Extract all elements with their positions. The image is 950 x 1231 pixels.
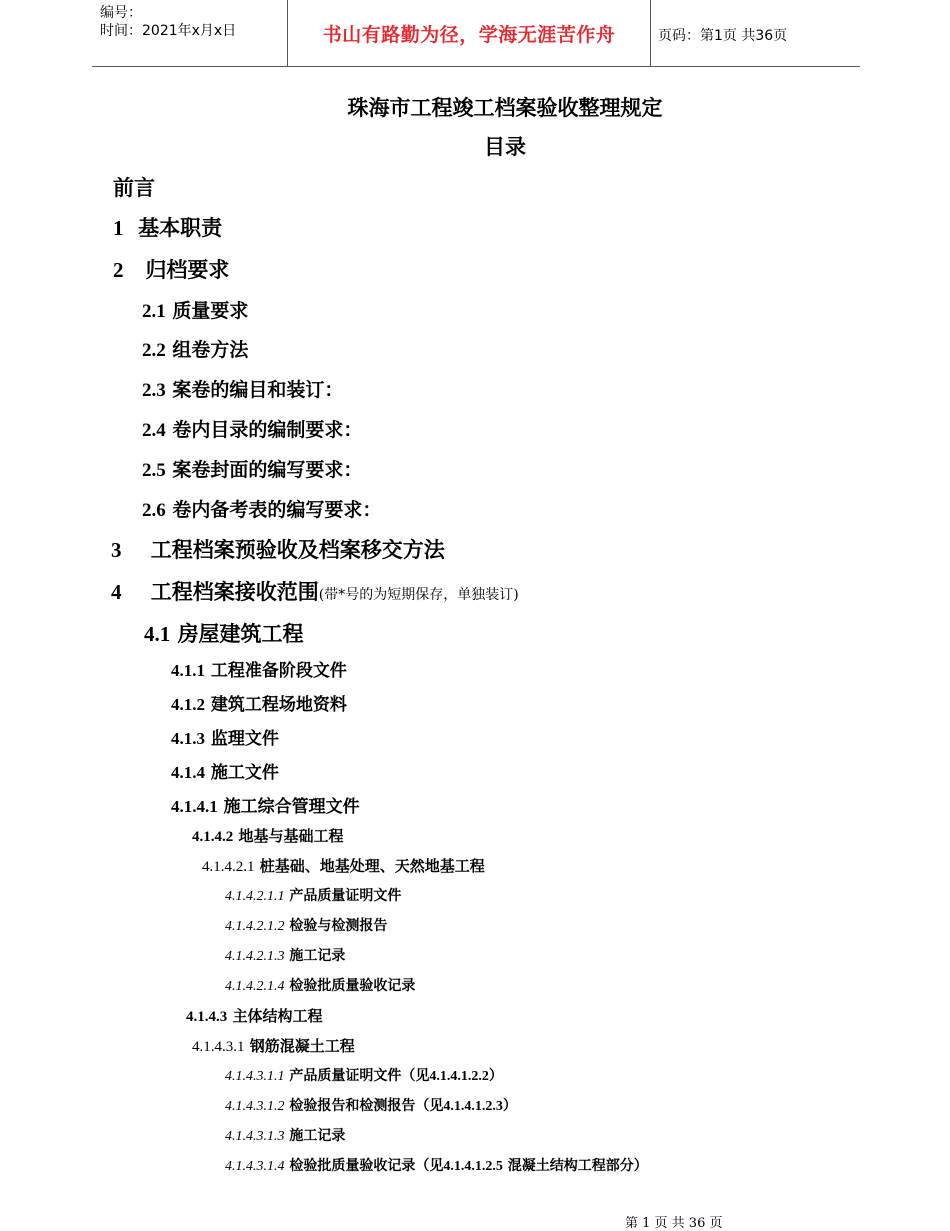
toc-item-2-2 <box>142 335 248 362</box>
toc-text: 产品质量证明文件 <box>289 888 402 904</box>
toc-text: 房屋建筑工程 <box>177 622 304 646</box>
toc-note: (带*号的为短期保存，单独装订) <box>318 587 519 603</box>
toc-item-2-5 <box>142 455 362 482</box>
toc-text: 工程准备阶段文件 <box>210 661 347 681</box>
toc-text: 工程档案预验收及档案移交方法 <box>150 538 445 562</box>
toc-item-4 <box>111 576 519 606</box>
header-rule <box>92 66 860 67</box>
header-page-label: 页码：第1页 共36页 <box>658 28 788 44</box>
toc-item-4-1-4-2-1 <box>202 855 485 876</box>
toc-number: 4.1.4 <box>171 763 205 782</box>
toc-number: 4.1.4.3.1 <box>192 1039 245 1055</box>
toc-ref: 4.1.4.1.2.3 <box>443 1099 503 1114</box>
toc-text: 卷内备考表的编写要求： <box>172 499 382 521</box>
toc-text: 工程档案接收范围 <box>150 580 319 604</box>
toc-item-4-1-4-3 <box>186 1005 323 1026</box>
toc-number: 2.3 <box>142 380 166 401</box>
toc-number: 4.1.4.3.1.4 <box>225 1159 285 1174</box>
toc-item-4-1-4-1 <box>171 792 360 817</box>
toc-number: 4.1.4.2 <box>192 829 234 845</box>
page-header <box>0 0 950 68</box>
toc-number: 4.1.4.3.1.1 <box>225 1069 285 1084</box>
toc-number: 4.1.4.2.1.4 <box>225 979 285 994</box>
toc-text: 归档要求 <box>145 258 230 282</box>
toc-number: 4.1.1 <box>171 661 205 680</box>
toc-text: 产品质量证明文件（见 <box>289 1068 430 1084</box>
toc-ref: 4.1.4.1.2.2 <box>429 1069 489 1084</box>
toc-text: 主体结构工程 <box>232 1007 323 1025</box>
toc-number: 4.1 <box>144 622 171 646</box>
toc-number: 4.1.4.2.1.3 <box>225 949 285 964</box>
toc-title: 目录 <box>484 135 526 159</box>
toc-number: 1 <box>113 216 124 240</box>
toc-item-4-1 <box>144 618 304 648</box>
toc-number: 4.1.4.3.1.3 <box>225 1129 285 1144</box>
page-footer: 第 1 页 共 36 页 <box>625 1216 723 1231</box>
toc-item-2-6 <box>142 495 381 522</box>
toc-number: 4.1.4.3.1.2 <box>225 1099 285 1114</box>
toc-text: 钢筋混凝土工程 <box>249 1037 355 1055</box>
toc-number: 4 <box>111 580 122 604</box>
header-motto: 书山有路勤为径，学海无涯苦作舟 <box>322 24 616 46</box>
toc-item-1 <box>113 212 222 242</box>
toc-item-4-1-4-2-1-1 <box>225 885 401 905</box>
toc-item-preface <box>113 172 155 202</box>
toc-ref: 4.1.4.1.2.5 <box>443 1159 503 1174</box>
toc-number: 2.2 <box>142 340 166 361</box>
toc-number: 2 <box>113 258 124 282</box>
toc-number: 2.5 <box>142 460 166 481</box>
toc-text: 案卷的编目和装订： <box>172 379 344 401</box>
toc-item-4-1-4-2 <box>192 825 344 846</box>
header-divider-right <box>650 0 651 66</box>
toc-text: 案卷封面的编写要求： <box>172 459 363 481</box>
toc-item-4-1-4-3-1-1 <box>225 1065 503 1085</box>
toc-number: 3 <box>111 538 122 562</box>
toc-text: 监理文件 <box>210 729 279 749</box>
toc-text: 卷内目录的编制要求： <box>172 419 363 441</box>
toc-text: 前言 <box>113 176 155 200</box>
toc-number: 2.1 <box>142 301 166 322</box>
toc-item-4-1-4-3-1 <box>192 1035 355 1056</box>
toc-item-2-4 <box>142 415 362 442</box>
toc-item-2-3 <box>142 375 343 402</box>
toc-item-4-1-4-2-1-3 <box>225 945 345 965</box>
serial-label: 编号： <box>100 5 142 21</box>
toc-number: 4.1.4.2.1.1 <box>225 889 285 904</box>
toc-text: 检验批质量验收记录 <box>289 978 416 994</box>
toc-item-4-1-4 <box>171 758 279 783</box>
toc-text: 检验报告和检测报告（见 <box>289 1098 444 1114</box>
toc-number: 4.1.2 <box>171 695 205 714</box>
toc-tail: ） <box>502 1098 517 1114</box>
toc-text: 建筑工程场地资料 <box>210 695 347 715</box>
toc-number: 4.1.4.2.1.2 <box>225 919 285 934</box>
toc-text: 质量要求 <box>172 300 249 322</box>
toc-item-4-1-4-2-1-2 <box>225 915 387 935</box>
toc-item-4-1-2 <box>171 690 347 715</box>
toc-number: 2.4 <box>142 420 166 441</box>
toc-number: 4.1.4.1 <box>171 797 218 816</box>
toc-item-4-1-4-3-1-4 <box>225 1155 648 1175</box>
toc-text: 施工记录 <box>289 1128 346 1144</box>
toc-number: 2.6 <box>142 500 166 521</box>
toc-number: 4.1.4.3 <box>186 1009 228 1025</box>
toc-text: 地基与基础工程 <box>238 827 344 845</box>
toc-item-4-1-4-3-1-3 <box>225 1125 345 1145</box>
document-title: 珠海市工程竣工档案验收整理规定 <box>347 96 663 120</box>
toc-text: 施工记录 <box>289 948 346 964</box>
toc-text: 桩基础、地基处理、天然地基工程 <box>259 857 485 875</box>
header-meta <box>100 4 236 40</box>
toc-text: 检验批质量验收记录（见 <box>289 1158 444 1174</box>
toc-item-3 <box>111 534 445 564</box>
toc-item-4-1-4-2-1-4 <box>225 975 415 995</box>
toc-item-4-1-4-3-1-2 <box>225 1095 517 1115</box>
toc-text: 检验与检测报告 <box>289 918 388 934</box>
toc-tail: 混凝土结构工程部分） <box>507 1158 648 1174</box>
toc-text: 组卷方法 <box>172 339 249 361</box>
toc-item-4-1-1 <box>171 656 347 681</box>
toc-number: 4.1.3 <box>171 729 205 748</box>
toc-item-2 <box>113 254 229 284</box>
time-label: 时间：2021年x月x日 <box>100 23 237 39</box>
toc-number: 4.1.4.2.1 <box>202 859 255 875</box>
toc-tail: ） <box>488 1068 503 1084</box>
toc-text: 基本职责 <box>138 216 223 240</box>
toc-text: 施工文件 <box>210 763 279 783</box>
toc-item-2-1 <box>142 296 248 323</box>
toc-text: 施工综合管理文件 <box>223 797 360 817</box>
toc-item-4-1-3 <box>171 724 279 749</box>
